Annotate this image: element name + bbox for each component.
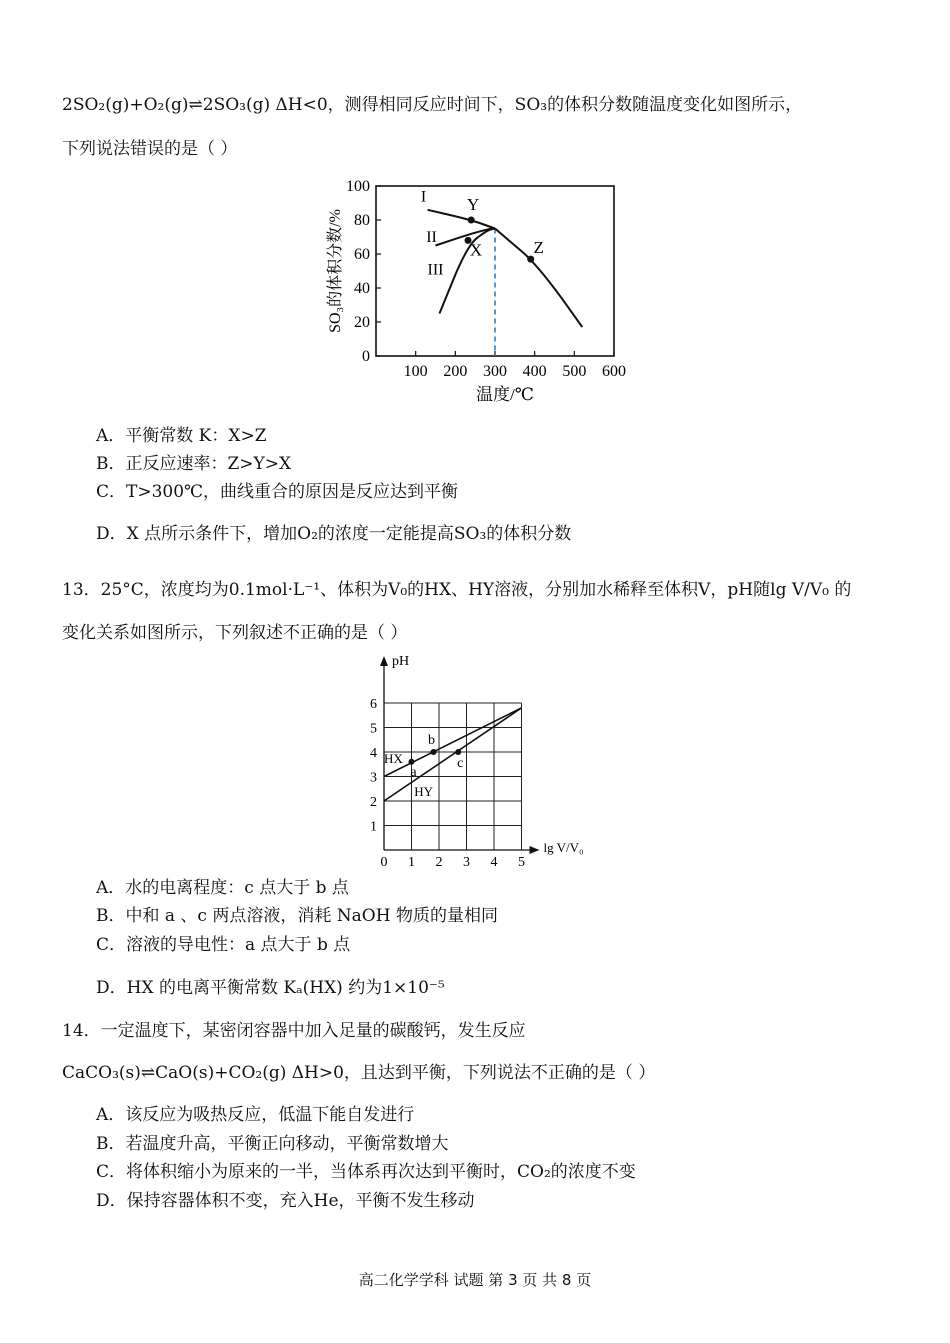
y-tick-label: 1 (370, 819, 377, 835)
ph-dilution-chart (362, 650, 592, 872)
x-axis-label: 温度/℃ (476, 385, 534, 404)
series-line-HX (384, 708, 522, 777)
q13-option-c: C．溶液的导电性：a 点大于 b 点 (96, 935, 351, 955)
x-axis-arrow (530, 846, 540, 854)
series-label-I: I (420, 188, 427, 206)
q12-option-d: D．X 点所示条件下，增加O₂的浓度一定能提高SO₃的体积分数 (96, 524, 572, 544)
x-tick-label: 500 (562, 363, 587, 380)
y-tick-label: 40 (354, 280, 370, 297)
q13-option-d: D．HX 的电离平衡常数 Kₐ(HX) 约为1×10⁻⁵ (96, 978, 445, 998)
y-tick-label: 20 (354, 314, 370, 331)
x-tick-label: 200 (443, 363, 468, 380)
so3-temperature-chart (318, 174, 638, 410)
x-tick-label: 400 (522, 363, 547, 380)
q12-stem-line1: 2SO₂(g)+O₂(g)⇌2SO₃(g) ΔH<0，测得相同反应时间下，SO₃的体积分数随温度变化如图所示， (62, 95, 803, 115)
x-tick-label: 2 (435, 855, 443, 870)
x-tick-label: 100 (403, 363, 428, 380)
q13-option-b: B．中和 a 、c 两点溶液，消耗 NaOH 物质的量相同 (96, 906, 498, 926)
y-tick-label: 4 (370, 746, 377, 761)
x-tick-label: 3 (463, 855, 470, 870)
series-line-I (428, 210, 495, 229)
series-label-III: III (427, 261, 444, 279)
x-tick-label: 0 (380, 855, 388, 870)
q14-option-d: D．保持容器体积不变，充入He，平衡不发生移动 (96, 1191, 475, 1211)
x-tick-label: 5 (518, 855, 525, 870)
x-tick-label: 1 (408, 855, 415, 870)
point-label-Z: Z (533, 238, 544, 258)
x-tick-label: 4 (490, 855, 498, 870)
q12-option-c: C．T>300℃，曲线重合的原因是反应达到平衡 (96, 482, 459, 502)
q12-stem-line2: 下列说法错误的是（ ） (62, 139, 238, 159)
series-line-HY (384, 708, 522, 801)
point-label-X: X (469, 240, 483, 260)
y-tick-label: 2 (370, 795, 377, 810)
y-tick-label: 100 (346, 178, 370, 195)
series-label-II: II (426, 229, 437, 247)
point-c (455, 749, 461, 755)
q14-option-c: C．将体积缩小为原来的一半，当体系再次达到平衡时，CO₂的浓度不变 (96, 1162, 636, 1182)
point-label-b: b (428, 733, 435, 748)
q14-stem-line2: CaCO₃(s)⇌CaO(s)+CO₂(g) ΔH>0，且达到平衡，下列说法不正确的是（ ） (62, 1063, 656, 1083)
q13-option-a: A．水的电离程度：c 点大于 b 点 (96, 878, 349, 898)
y-axis-arrow (380, 656, 388, 666)
q13-stem-line1: 13．25°C，浓度均为0.1mol·L⁻¹、体积为V₀的HX、HY溶液，分别加水稀释至体积V，pH随lg V/V₀ 的 (62, 580, 852, 600)
y-tick-label: 5 (370, 721, 377, 737)
y-axis-label: SO₃的体积分数/% (327, 209, 344, 333)
point-b (431, 749, 437, 755)
x-tick-label: 600 (602, 363, 626, 380)
y-axis-label: pH (392, 654, 410, 669)
y-tick-label: 60 (354, 246, 370, 263)
page-footer: 高二化学学科 试题 第 3 页 共 8 页 (358, 1271, 592, 1289)
y-tick-label: 0 (362, 348, 370, 365)
point-label-a: a (410, 764, 417, 780)
q12-option-b: B．正反应速率：Z>Y>X (96, 454, 292, 474)
y-tick-label: 6 (370, 697, 377, 712)
q14-option-a: A．该反应为吸热反应，低温下能自发进行 (96, 1105, 415, 1125)
q14-stem-line1: 14．一定温度下，某密闭容器中加入足量的碳酸钙，发生反应 (62, 1021, 526, 1041)
series-label-HY: HY (414, 784, 434, 800)
y-tick-label: 3 (370, 770, 377, 786)
q14-option-b: B．若温度升高，平衡正向移动，平衡常数增大 (96, 1134, 449, 1154)
q13-stem-line2: 变化关系如图所示，下列叙述不正确的是（ ） (62, 623, 408, 643)
x-axis-label: lg V/V₀ (543, 840, 584, 855)
point-label-Y: Y (467, 195, 480, 214)
point-label-c: c (457, 756, 464, 771)
point-Y (468, 217, 475, 224)
x-tick-label: 300 (483, 363, 507, 380)
y-tick-label: 80 (354, 212, 370, 229)
q12-option-a: A．平衡常数 K：X>Z (96, 426, 267, 446)
series-label-HX: HX (384, 751, 403, 767)
